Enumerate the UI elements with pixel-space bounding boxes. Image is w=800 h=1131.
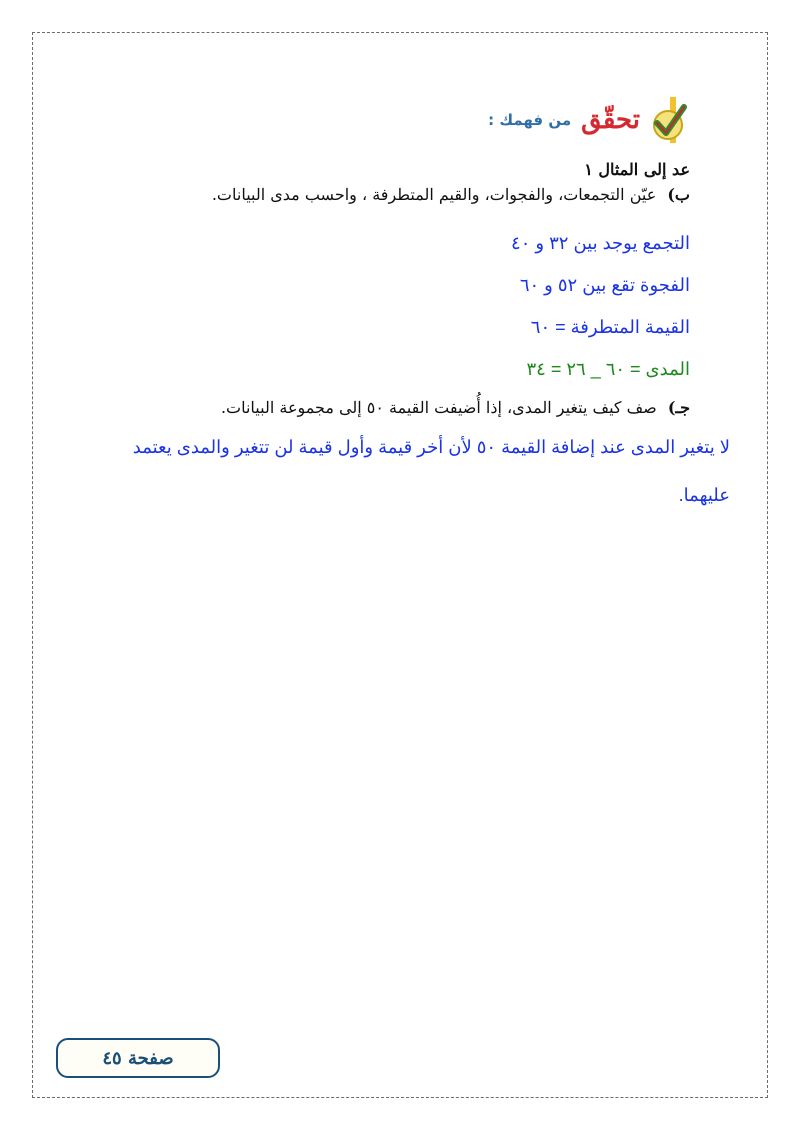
example-reference: عد إلى المثال ١ xyxy=(584,160,690,179)
question-c-text: صف كيف يتغير المدى، إذا أُضيفت القيمة ٥٠ إلى مجموعة البيانات. xyxy=(220,398,657,417)
question-b-text: عيّن التجمعات، والفجوات، والقيم المتطرفة ، واحسب مدى البيانات. xyxy=(211,185,657,204)
answer-gap: الفجوة تقع بين ٥٢ و ٦٠ xyxy=(519,275,690,295)
question-b-label: ب) xyxy=(667,185,690,204)
check-understanding-header xyxy=(90,92,690,148)
answer-range: المدى = ٦٠ _ ٢٦ = ٣٤ xyxy=(526,359,690,379)
question-b xyxy=(90,185,690,204)
question-c-label: جـ) xyxy=(667,398,690,417)
question-c xyxy=(90,398,690,417)
page-number-box xyxy=(56,1038,220,1078)
header-title: تحقّق xyxy=(581,105,640,135)
answer-c: لا يتغير المدى عند إضافة القيمة ٥٠ لأن أخر قيمة وأول قيمة لن تتغير والمدى يعتمد عليهما. xyxy=(132,437,730,505)
header-subtitle: من فهمك : xyxy=(488,111,572,129)
page-number: صفحة ٤٥ xyxy=(102,1047,174,1069)
answer-cluster: التجمع يوجد بين ٣٢ و ٤٠ xyxy=(511,233,690,253)
answer-outlier: القيمة المتطرفة = ٦٠ xyxy=(530,317,690,337)
answers-b xyxy=(90,222,690,390)
check-mark-icon xyxy=(648,95,690,145)
content-area xyxy=(90,92,730,519)
